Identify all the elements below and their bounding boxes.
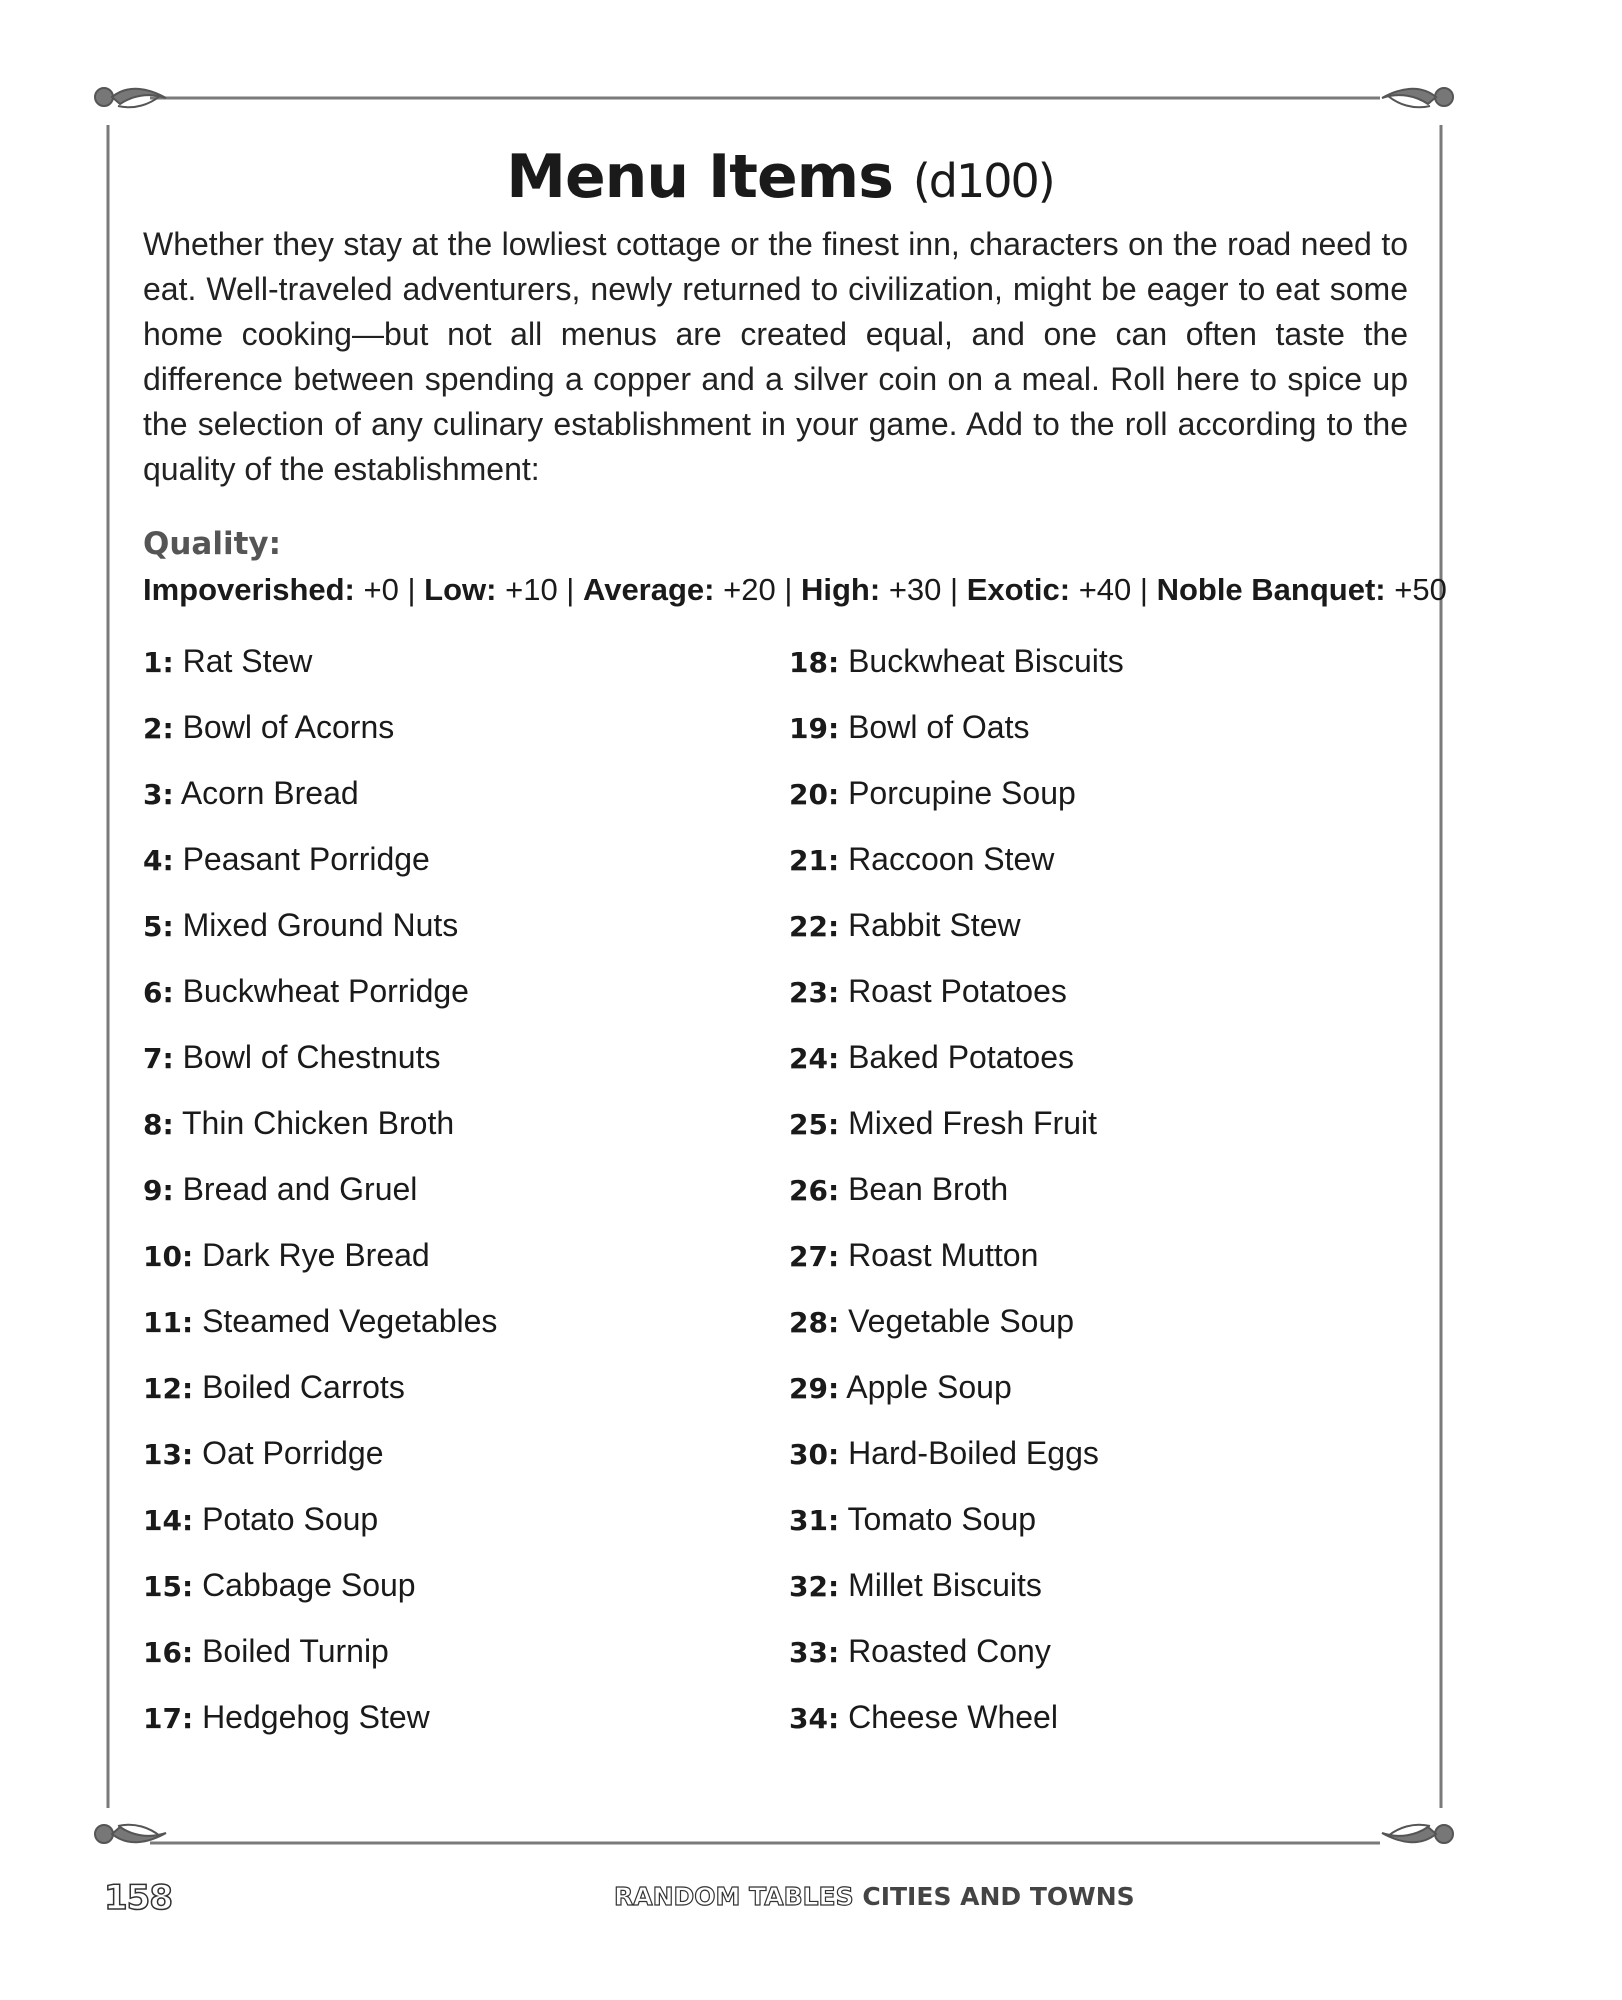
item-name: Bowl of Oats (848, 709, 1030, 745)
list-item (789, 640, 1389, 706)
item-number: 24: (789, 1042, 840, 1075)
list-item (143, 1366, 743, 1432)
item-number: 31: (789, 1504, 840, 1537)
quality-mod: +40 (1078, 572, 1132, 607)
item-name: Roast Potatoes (848, 973, 1067, 1009)
item-name: Boiled Carrots (202, 1369, 405, 1405)
quality-label: Low: (424, 572, 497, 607)
quality-label: Average: (582, 572, 715, 607)
list-item (143, 1432, 743, 1498)
item-number: 6: (143, 976, 174, 1009)
list-item (143, 1036, 743, 1102)
item-number: 10: (143, 1240, 194, 1273)
list-item (143, 1234, 743, 1300)
list-item (143, 640, 743, 706)
book-title-solid: CITIES AND TOWNS (862, 1882, 1135, 1911)
item-number: 1: (143, 646, 174, 679)
item-number: 25: (789, 1108, 840, 1141)
menu-list-left (143, 640, 743, 1762)
item-name: Buckwheat Porridge (182, 973, 469, 1009)
item-name: Oat Porridge (202, 1435, 384, 1471)
item-number: 21: (789, 844, 840, 877)
page-title (0, 142, 1560, 212)
list-item (143, 706, 743, 772)
item-name: Dark Rye Bread (202, 1237, 430, 1273)
list-item (143, 970, 743, 1036)
list-item (789, 838, 1389, 904)
list-item (143, 772, 743, 838)
item-name: Rat Stew (182, 643, 313, 679)
item-name: Buckwheat Biscuits (848, 643, 1124, 679)
item-number: 11: (143, 1306, 194, 1339)
list-item (789, 1498, 1389, 1564)
item-number: 13: (143, 1438, 194, 1471)
list-item (789, 1234, 1389, 1300)
item-name: Steamed Vegetables (202, 1303, 498, 1339)
list-item (143, 1498, 743, 1564)
quality-heading: Quality: (143, 526, 282, 562)
item-number: 23: (789, 976, 840, 1009)
item-number: 4: (143, 844, 174, 877)
page-number: 158 (104, 1878, 172, 1918)
item-name: Mixed Fresh Fruit (848, 1105, 1097, 1141)
list-item (789, 772, 1389, 838)
item-number: 28: (789, 1306, 840, 1339)
item-number: 27: (789, 1240, 840, 1273)
item-name: Bean Broth (848, 1171, 1009, 1207)
item-name: Rabbit Stew (848, 907, 1021, 943)
item-name: Vegetable Soup (848, 1303, 1075, 1339)
list-item (143, 1300, 743, 1366)
item-number: 30: (789, 1438, 840, 1471)
list-item (789, 1366, 1389, 1432)
item-name: Potato Soup (202, 1501, 379, 1537)
item-number: 5: (143, 910, 174, 943)
title-dice: (d100) (912, 154, 1054, 208)
list-item (789, 904, 1389, 970)
quality-mod: +30 (888, 572, 942, 607)
intro-paragraph: Whether they stay at the lowliest cottage or the finest inn, characters on the road need to eat. Well-traveled adventurers, newly returned to civilization, might be eager to eat some home cooking—but not all menus are created equal, and one can often taste the difference between spending a copper and a silver coin on a meal. Roll here to spice up the selection of any culinary establishment in your game. Add to the roll according to the quality of the establishment: (143, 226, 1408, 487)
quality-label: High: (801, 572, 881, 607)
item-number: 8: (143, 1108, 174, 1141)
quality-mod: +10 (505, 572, 558, 607)
quality-mod: +20 (723, 572, 776, 607)
item-number: 17: (143, 1702, 194, 1735)
item-name: Bowl of Chestnuts (182, 1039, 441, 1075)
item-number: 14: (143, 1504, 194, 1537)
item-number: 15: (143, 1570, 194, 1603)
item-name: Millet Biscuits (848, 1567, 1042, 1603)
quality-modifiers: Impoverished: +0 | Low: +10 | Average: +20 | High: +30 | Exotic: +40 | Noble Banquet: +50 (143, 572, 1447, 607)
item-number: 34: (789, 1702, 840, 1735)
item-number: 2: (143, 712, 174, 745)
item-number: 26: (789, 1174, 840, 1207)
list-item (789, 1630, 1389, 1696)
item-name: Roast Mutton (848, 1237, 1039, 1273)
list-item (789, 1300, 1389, 1366)
item-number: 12: (143, 1372, 194, 1405)
item-number: 22: (789, 910, 840, 943)
item-name: Bowl of Acorns (182, 709, 395, 745)
item-number: 18: (789, 646, 840, 679)
item-name: Acorn Bread (180, 775, 359, 811)
item-name: Hard-Boiled Eggs (848, 1435, 1099, 1471)
menu-list-right (789, 640, 1389, 1762)
item-number: 29: (789, 1372, 840, 1405)
quality-label: Impoverished: (143, 572, 355, 607)
list-item (789, 706, 1389, 772)
item-number: 20: (789, 778, 840, 811)
list-item (789, 1564, 1389, 1630)
item-name: Tomato Soup (847, 1501, 1037, 1537)
item-name: Cheese Wheel (848, 1699, 1058, 1735)
running-footer (614, 1882, 1135, 1911)
quality-label: Exotic: (966, 572, 1071, 607)
item-name: Porcupine Soup (848, 775, 1076, 811)
item-name: Thin Chicken Broth (182, 1105, 455, 1141)
list-item (143, 1168, 743, 1234)
quality-mod: +50 (1394, 572, 1447, 607)
item-name: Hedgehog Stew (202, 1699, 430, 1735)
item-name: Mixed Ground Nuts (182, 907, 459, 943)
list-item (143, 1696, 743, 1762)
item-number: 9: (143, 1174, 174, 1207)
list-item (789, 1102, 1389, 1168)
list-item (143, 904, 743, 970)
item-number: 19: (789, 712, 840, 745)
quality-label: Noble Banquet: (1156, 572, 1386, 607)
list-item (789, 1696, 1389, 1762)
item-name: Baked Potatoes (848, 1039, 1074, 1075)
item-name: Cabbage Soup (202, 1567, 416, 1603)
list-item (143, 1564, 743, 1630)
item-number: 7: (143, 1042, 174, 1075)
item-name: Boiled Turnip (202, 1633, 389, 1669)
item-number: 32: (789, 1570, 840, 1603)
item-name: Apple Soup (846, 1369, 1012, 1405)
book-title-outline: RANDOM TABLES (614, 1882, 854, 1911)
list-item (789, 1432, 1389, 1498)
title-text: Menu Items (506, 142, 893, 212)
list-item (143, 838, 743, 904)
item-name: Peasant Porridge (182, 841, 430, 877)
item-name: Bread and Gruel (182, 1171, 418, 1207)
list-item (789, 970, 1389, 1036)
list-item (143, 1630, 743, 1696)
item-number: 3: (143, 778, 174, 811)
item-name: Raccoon Stew (848, 841, 1055, 877)
item-name: Roasted Cony (848, 1633, 1051, 1669)
item-number: 16: (143, 1636, 194, 1669)
quality-mod: +0 (363, 572, 399, 607)
list-item (789, 1036, 1389, 1102)
list-item (143, 1102, 743, 1168)
list-item (789, 1168, 1389, 1234)
item-number: 33: (789, 1636, 840, 1669)
